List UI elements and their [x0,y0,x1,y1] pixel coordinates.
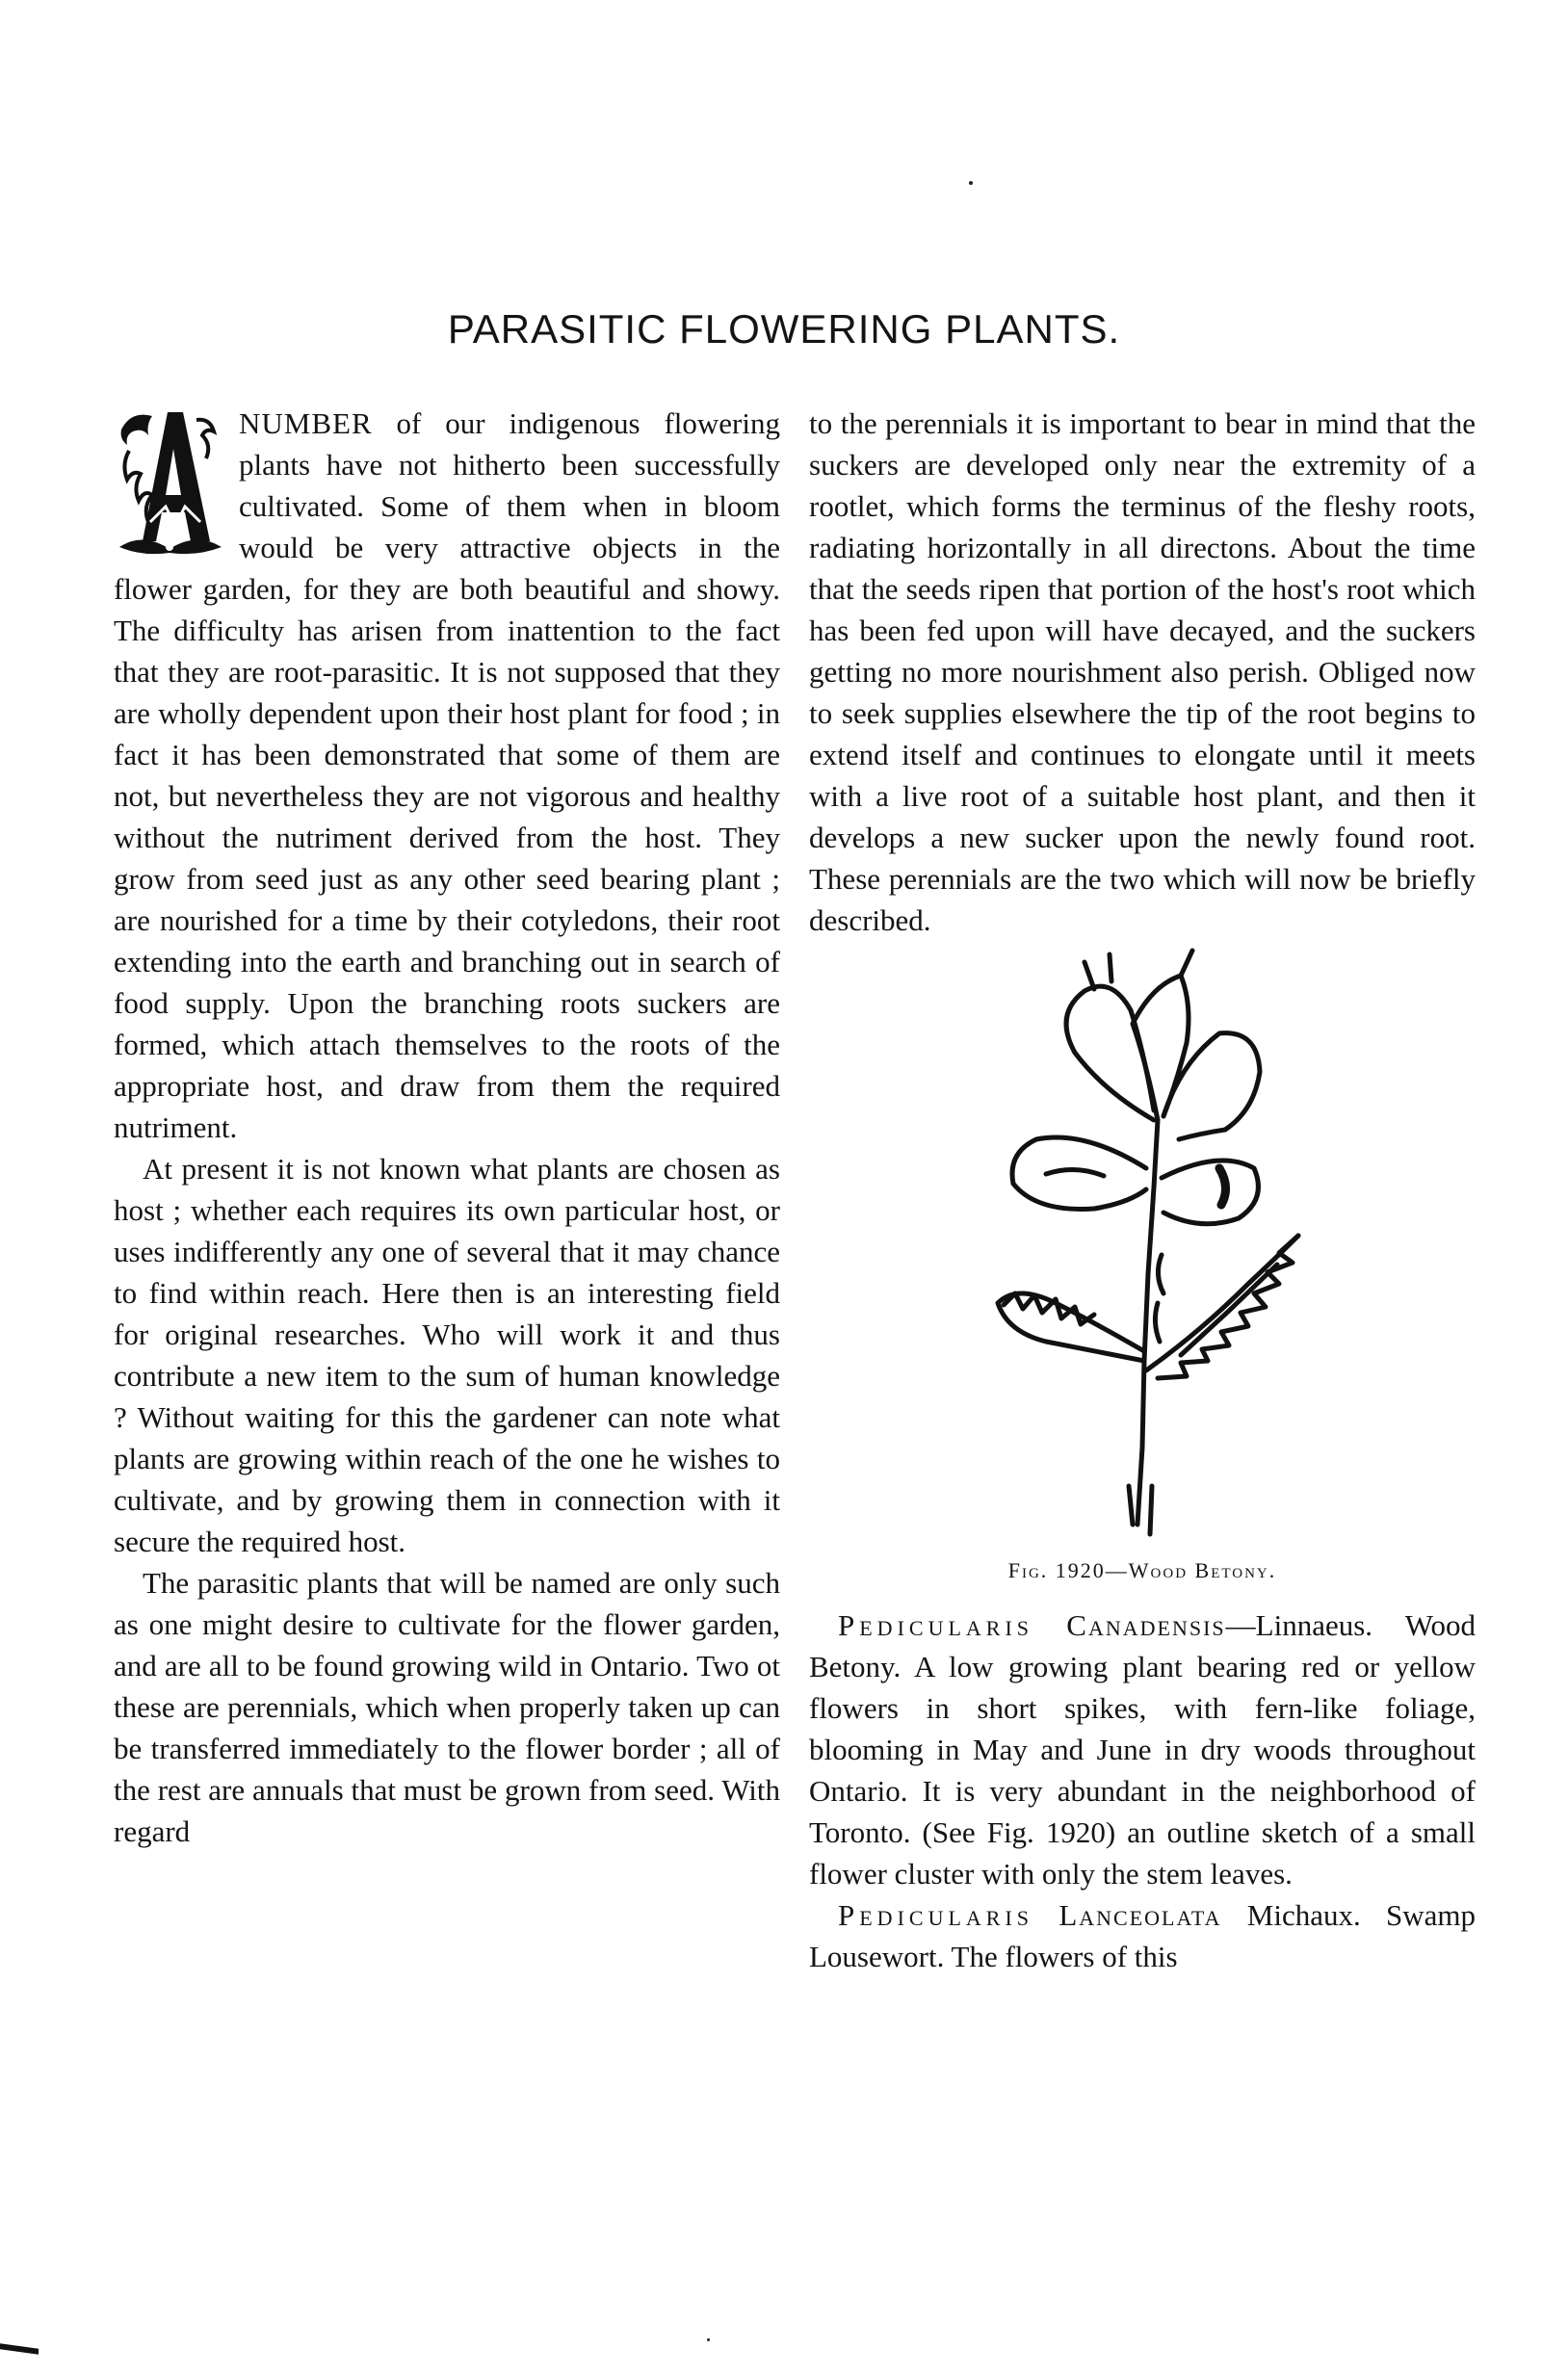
paragraph-4: to the perennials it is important to bear in mind that the suckers are developed only near the extremity of a rootlet, which forms the terminus of the fleshy roots, radiating horizontally in all directons. About the time that the seeds ripen that portion of the host's root which has been fed upon will have decayed, and the suckers getting no more nourishment also perish. Obliged now to seek supplies elsewhere the tip of the root begins to extend itself and continues to elongate until it meets with a live root of a suitable host plant, and then it develops a new sucker upon the newly found root. These perennials are the two which will now be briefly described. [809,406,1476,937]
page-speck [969,181,973,185]
genus-name: Pedicularis [838,1608,1034,1642]
paragraph-5 [809,1604,1476,1894]
figure-1920 [809,947,1476,1591]
paragraph-1-text: of our indigenous flowering plants have not hitherto been successfully cultivated. Some of them when in bloom would be very attractive objects in the flower garden, for they are both beautiful and showy. The difficulty has arisen from inattention to the fact that they are root-parasitic. It is not supposed that they are wholly dependent upon their host plant for food ; in fact it has been demonstrated that some of them are not, but nevertheless they are not vigorous and healthy without the nutriment derived from the host. They grow from seed just as any other seed bearing plant ; are nourished for a time by their cotyledons, their root extending into the earth and branching out in search of food supply. Upon the branching roots suckers are formed, which attach themselves to the roots of the appropriate host, and draw from them the required nutriment. [114,406,780,1144]
page-title: PARASITIC FLOWERING PLANTS. [447,306,1121,352]
page-speck [707,2338,710,2341]
paragraph-1 [114,403,780,1148]
paragraph-6-text: Michaux. Swamp Lousewort. The flowers of this [809,1898,1476,1973]
right-column [809,403,1476,1977]
left-column [114,403,780,1852]
paragraph-6 [809,1894,1476,1977]
paragraph-2: At present it is not known what plants are chosen as host ; whether each requires its own particular host, or uses indifferently any one of several that it may chance to find within reach. Here then is an interesting field for original researches. Who will work it and thus contribute a new item to the sum of human knowledge ? Without waiting for this the gardener can note what plants are growing within reach of the one he wishes to cultivate, and by growing them in connection with it secure the required host. [114,1152,780,1558]
paragraph-5-text: —Linnaeus. Wood Betony. A low growing plant bearing red or yellow flowers in short spikes, with fern-like foliage, blooming in May and June in dry woods throughout Ontario. It is very abundant in the neighborhood of Toronto. (See Fig. 1920) an outline sketch of a small flower cluster with only the stem leaves. [809,1608,1476,1891]
paragraph-3: The parasitic plants that will be named are only such as one might desire to cultivate for the flower garden, and are all to be found growing wild in Ontario. Two ot these are perennials, which when properly taken up can be transferred immediately to the flower border ; all of the rest are annuals that must be grown from seed. With regard [114,1566,780,1848]
ornamental-dropcap-icon [114,406,225,559]
page-edge-mark [0,2343,39,2355]
genus-name: Pedicularis [838,1898,1034,1932]
figure-caption: Fig. 1920—Wood Betony. [1007,1558,1277,1582]
wood-betony-sketch-icon [940,947,1345,1544]
species-name: Lanceolata [1058,1898,1222,1932]
species-name: Canadensis [1066,1608,1226,1642]
lead-word: NUMBER [239,406,373,440]
